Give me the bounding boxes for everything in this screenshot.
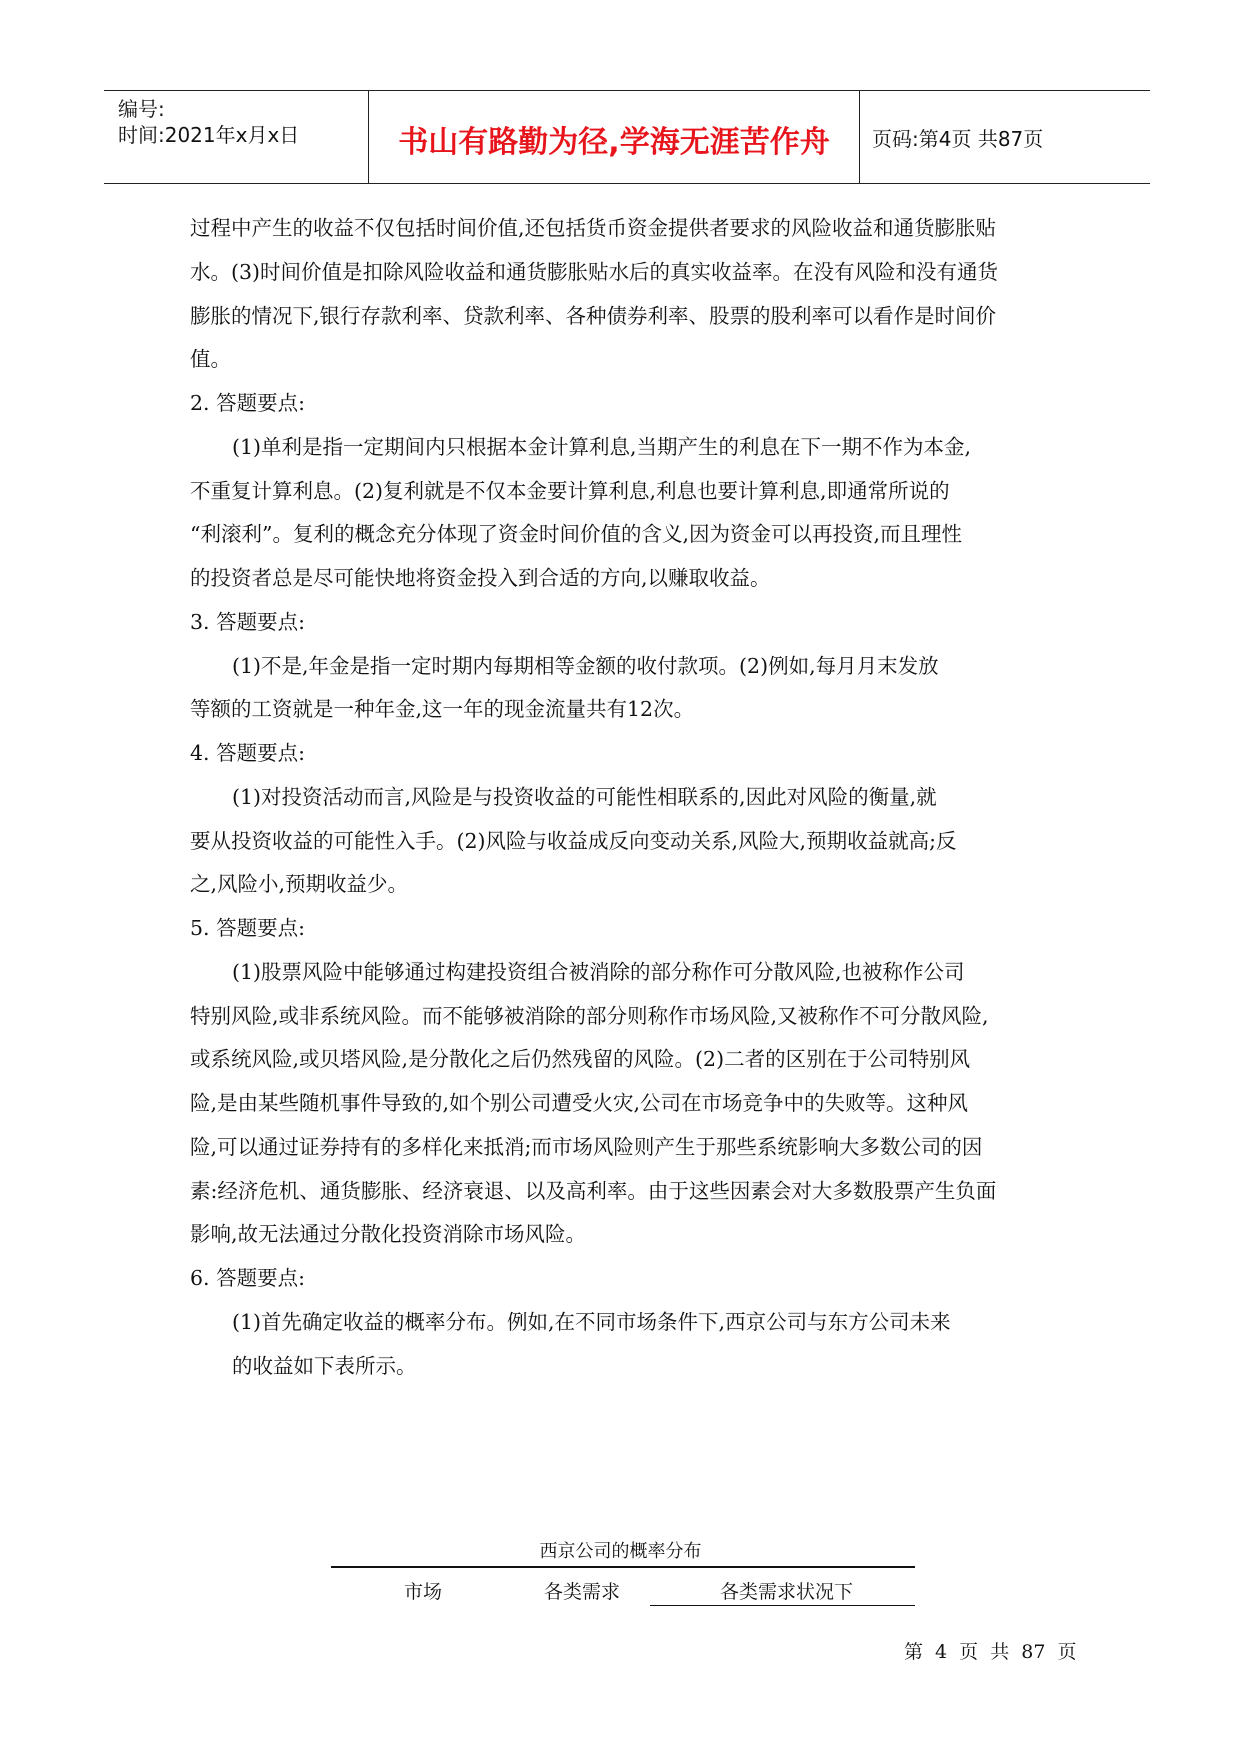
time-label: 时间:2021年x月x日 — [118, 123, 300, 147]
text-line: 影响,故无法通过分散化投资消除市场风险。 — [190, 1222, 587, 1246]
text-line: 过程中产生的收益不仅包括时间价值,还包括货币资金提供者要求的风险收益和通货膨胀贴 — [190, 216, 997, 240]
header-page-code: 页码:第4页 共87页 — [872, 127, 1044, 151]
text-line: 值。 — [190, 347, 231, 371]
text-line: 素:经济危机、通货膨胀、经济衰退、以及高利率。由于这些因素会对大多数股票产生负面 — [190, 1179, 997, 1203]
text-line: 之,风险小,预期收益少。 — [190, 872, 409, 896]
number-label: 编号: — [118, 97, 165, 121]
text-line: (1)单利是指一定期间内只根据本金计算利息,当期产生的利息在下一期不作为本金, — [232, 435, 972, 459]
question-heading: 5. 答题要点: — [190, 916, 305, 940]
header-left-cell — [104, 91, 368, 183]
text-line: “利滚利”。复利的概念充分体现了资金时间价值的含义,因为资金可以再投资,而且理性 — [190, 522, 962, 546]
text-line: 险,可以通过证券持有的多样化来抵消;而市场风险则产生于那些系统影响大多数公司的因 — [190, 1135, 983, 1159]
table-header-market: 市场 — [404, 1581, 443, 1603]
text-line: 特别风险,或非系统风险。而不能够被消除的部分则称作市场风险,又被称作不可分散风险, — [190, 1004, 989, 1028]
text-line: 险,是由某些随机事件导致的,如个别公司遭受火灾,公司在市场竞争中的失败等。这种风 — [190, 1091, 969, 1115]
header-motto: 书山有路勤为径,学海无涯苦作舟 — [398, 125, 830, 160]
text-line: 等额的工资就是一种年金,这一年的现金流量共有12次。 — [190, 697, 695, 721]
page-footer: 第 4 页 共 87 页 — [904, 1641, 1077, 1663]
text-line: (1)不是,年金是指一定时期内每期相等金额的收付款项。(2)例如,每月月末发放 — [232, 654, 939, 678]
table-caption: 西京公司的概率分布 — [539, 1541, 702, 1562]
question-heading: 2. 答题要点: — [190, 391, 305, 415]
header-middle-cell — [368, 91, 860, 183]
question-heading: 4. 答题要点: — [190, 741, 305, 765]
header-right-cell — [858, 91, 1150, 183]
text-line: 的收益如下表所示。 — [232, 1354, 417, 1378]
table-header-demand-condition: 各类需求状况下 — [720, 1581, 854, 1603]
text-line: (1)首先确定收益的概率分布。例如,在不同市场条件下,西京公司与东方公司未来 — [232, 1310, 951, 1334]
question-heading: 3. 答题要点: — [190, 610, 305, 634]
table-subheader-rule — [650, 1605, 915, 1606]
text-line: 不重复计算利息。(2)复利就是不仅本金要计算利息,利息也要计算利息,即通常所说的 — [190, 479, 950, 503]
page-header — [104, 90, 1150, 184]
text-line: (1)股票风险中能够通过构建投资组合被消除的部分称作可分散风险,也被称作公司 — [232, 960, 965, 984]
text-line: 水。(3)时间价值是扣除风险收益和通货膨胀贴水后的真实收益率。在没有风险和没有通货 — [190, 260, 999, 284]
text-line: 要从投资收益的可能性入手。(2)风险与收益成反向变动关系,风险大,预期收益就高;反 — [190, 829, 957, 853]
table-header-demand: 各类需求 — [544, 1581, 621, 1603]
text-line: 的投资者总是尽可能快地将资金投入到合适的方向,以赚取收益。 — [190, 566, 771, 590]
question-heading: 6. 答题要点: — [190, 1266, 305, 1290]
table-top-rule — [331, 1566, 915, 1568]
text-line: 或系统风险,或贝塔风险,是分散化之后仍然残留的风险。(2)二者的区别在于公司特别风 — [190, 1047, 971, 1071]
text-line: (1)对投资活动而言,风险是与投资收益的可能性相联系的,因此对风险的衡量,就 — [232, 785, 937, 809]
text-line: 膨胀的情况下,银行存款利率、贷款利率、各种债券利率、股票的股利率可以看作是时间价 — [190, 304, 997, 328]
